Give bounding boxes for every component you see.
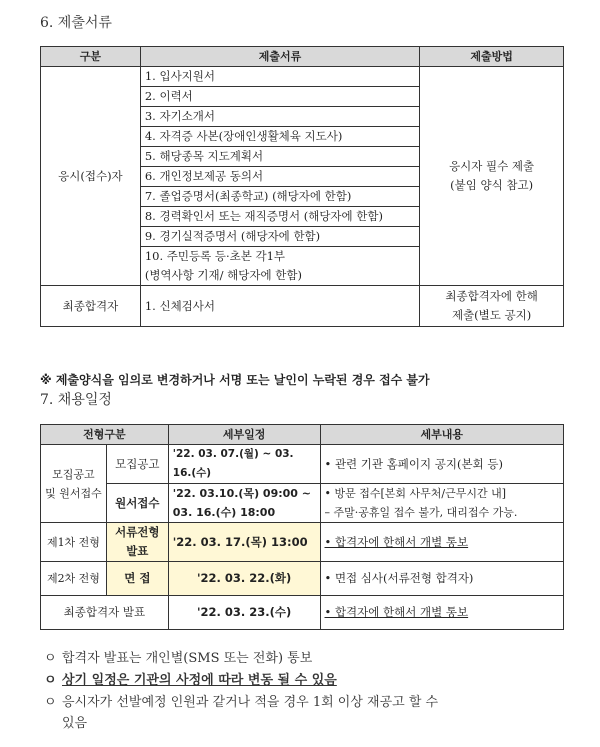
detail-line: – 주말·공휴일 접수 불가, 대리접수 가능. — [324, 506, 518, 519]
sub-line: 서류전형 — [115, 525, 160, 539]
table-row — [41, 484, 564, 523]
table-header-row — [41, 425, 564, 445]
header-stage: 전형구분 — [41, 425, 169, 445]
schedule-date — [168, 484, 320, 523]
bullet-text: 합격자 발표는 개인별(SMS 또는 전화) 통보 — [62, 651, 313, 666]
schedule-detail — [320, 484, 564, 523]
header-category: 구분 — [41, 47, 141, 67]
doc-item: 8. 경력확인서 또는 재직증명서 (해당자에 한함) — [140, 207, 419, 227]
header-schedule: 세부일정 — [168, 425, 320, 445]
group-final: 최종합격자 — [41, 286, 141, 327]
documents-table — [40, 46, 564, 327]
bullet-text: 응시자가 선발예정 인원과 같거나 적을 경우 1회 이상 재공고 할 수 — [62, 695, 439, 710]
doc-item: (병역사항 기재/ 해당자에 한함) — [140, 266, 419, 286]
method-line: 응시자 필수 제출 — [449, 159, 535, 173]
doc-item: 1. 신체검사서 — [140, 286, 419, 327]
table-row — [41, 445, 564, 484]
schedule-detail: • 합격자에 한해서 개별 통보 — [320, 596, 564, 630]
stage-recruit — [41, 445, 107, 523]
sub-stage — [106, 523, 168, 562]
header-method: 제출방법 — [420, 47, 564, 67]
bullet-item — [44, 692, 438, 713]
section-7-title: 7. 채용일정 — [40, 392, 112, 408]
date-line: 03. 16.(수) 18:00 — [172, 506, 276, 519]
sub-stage: 모집공고 — [106, 445, 168, 484]
stage-line: 모집공고 — [52, 467, 95, 481]
schedule-table — [40, 424, 564, 630]
doc-item: 5. 해당종목 지도계획서 — [140, 147, 419, 167]
submission-note: ※ 제출양식을 임의로 변경하거나 서명 또는 날인이 누락된 경우 접수 불가 — [40, 373, 430, 387]
table-row — [41, 562, 564, 596]
schedule-detail: • 관련 기관 홈페이지 공지(본회 등) — [320, 445, 564, 484]
doc-item: 9. 경기실적증명서 (해당자에 한함) — [140, 227, 419, 247]
table-row — [41, 596, 564, 630]
bullet-continuation: 있음 — [62, 716, 88, 731]
method-line: 제출(별도 공지) — [451, 308, 532, 322]
sub-line: 발표 — [126, 544, 149, 558]
method-line: (붙임 양식 참고) — [450, 178, 534, 192]
doc-item: 7. 졸업증명서(최종학교) (해당자에 한함) — [140, 187, 419, 207]
table-header-row — [41, 47, 564, 67]
detail-line: • 방문 접수[본회 사무처/근무시간 내] — [324, 487, 507, 500]
method-final — [420, 286, 564, 327]
bullet-item — [44, 648, 312, 669]
sub-stage: 면 접 — [106, 562, 168, 596]
bullet-marker: ㅇ — [44, 651, 57, 666]
group-applicant: 응시(접수)자 — [41, 67, 141, 286]
stage-line: 및 원서접수 — [45, 486, 102, 500]
method-applicant — [420, 67, 564, 286]
header-detail: 세부내용 — [320, 425, 564, 445]
schedule-date: '22. 03. 23.(수) — [168, 596, 320, 630]
table-row — [41, 67, 564, 87]
schedule-date: '22. 03. 07.(월) ~ 03. 16.(수) — [168, 445, 320, 484]
doc-item: 10. 주민등록 등·초본 각1부 — [140, 247, 419, 267]
doc-item: 2. 이력서 — [140, 87, 419, 107]
schedule-date: '22. 03. 17.(목) 13:00 — [168, 523, 320, 562]
schedule-detail: • 합격자에 한해서 개별 통보 — [320, 523, 564, 562]
bullet-marker: ㅇ — [44, 673, 57, 688]
bullet-text: 상기 일정은 기관의 사정에 따라 변동 될 수 있음 — [62, 673, 337, 688]
header-documents: 제출서류 — [140, 47, 419, 67]
stage-second: 제2차 전형 — [41, 562, 107, 596]
section-6-title: 6. 제출서류 — [40, 15, 112, 31]
schedule-detail: • 면접 심사(서류전형 합격자) — [320, 562, 564, 596]
table-row — [41, 523, 564, 562]
schedule-date: '22. 03. 22.(화) — [168, 562, 320, 596]
bullet-item — [44, 670, 337, 691]
stage-first: 제1차 전형 — [41, 523, 107, 562]
method-line: 최종합격자에 한해 — [445, 289, 538, 303]
doc-item: 3. 자기소개서 — [140, 107, 419, 127]
doc-item: 4. 자격증 사본(장애인생활체육 지도사) — [140, 127, 419, 147]
doc-item: 1. 입사지원서 — [140, 67, 419, 87]
date-line: '22. 03.10.(목) 09:00 ~ — [172, 487, 311, 500]
stage-final: 최종합격자 발표 — [41, 596, 169, 630]
table-row — [41, 286, 564, 327]
doc-item: 6. 개인정보제공 동의서 — [140, 167, 419, 187]
sub-stage: 원서접수 — [106, 484, 168, 523]
bullet-marker: ㅇ — [44, 695, 57, 710]
